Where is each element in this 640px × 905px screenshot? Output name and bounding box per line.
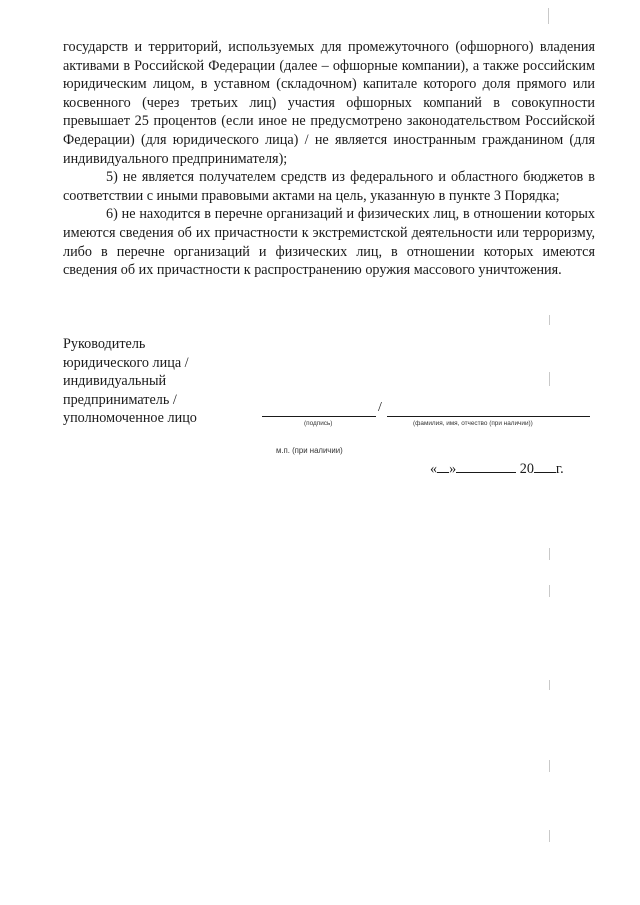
paragraph-item-5: 5) не является получателем средств из федерального и областного бюджетов в соответствии с иными правовыми актами на цель, указанную в пункте 3 Порядка; xyxy=(63,169,595,204)
date-close-quote: » xyxy=(449,461,457,477)
signer-line: предприниматель / xyxy=(63,391,177,408)
date-field xyxy=(430,458,564,478)
scan-artifact xyxy=(549,315,550,325)
date-open-quote: « xyxy=(430,461,438,477)
stamp-note: м.п. (при наличии) xyxy=(276,446,343,455)
month-blank[interactable] xyxy=(456,458,516,473)
scan-artifact xyxy=(549,372,550,386)
document-body xyxy=(63,38,595,280)
full-name-caption: (фамилия, имя, отчество (при наличии)) xyxy=(413,420,533,427)
paragraph-item-6: 6) не находится в перечне организаций и физических лиц, в отношении которых имеются сведения об их причастности к экстремистской деятельности или терроризму, либо в перечне организаций и физических лиц, в отношении которых имеются сведения об их причастности к распространению оружия массового уничтожения. xyxy=(63,206,595,279)
scan-artifact xyxy=(549,548,550,560)
year-blank[interactable] xyxy=(534,458,556,473)
scan-artifact xyxy=(548,8,549,24)
signature-line[interactable] xyxy=(262,416,376,417)
signature-caption: (подпись) xyxy=(304,420,333,427)
scan-artifact xyxy=(549,760,550,772)
full-name-line[interactable] xyxy=(387,416,590,417)
paragraph-continuation: государств и территорий, используемых для промежуточного (офшорного) владения активами в Российской Федерации (далее – офшорные компании), а также российским юридическим лицом, в уставном (складочном) капитале которого доля прямого или косвенного (через третьих лиц) участия офшорных компаний в совокупности превышает 25 процентов (если иное не предусмотрено законодательством Российской Федерации) (для юридического лица) / не является иностранным гражданином (для индивидуального предпринимателя); xyxy=(63,39,595,167)
year-suffix: г. xyxy=(555,461,564,477)
scan-artifact xyxy=(549,830,550,842)
signer-line: уполномоченное лицо xyxy=(63,410,197,427)
scan-artifact xyxy=(549,585,550,597)
year-prefix: 20 xyxy=(519,461,534,477)
signer-line: индивидуальный xyxy=(63,373,167,390)
signer-line: юридического лица / xyxy=(63,354,189,371)
scan-artifact xyxy=(549,680,550,690)
signer-title xyxy=(63,335,197,428)
signature-separator: / xyxy=(378,400,382,415)
signer-line: Руководитель xyxy=(63,336,146,352)
day-blank[interactable] xyxy=(437,458,449,473)
